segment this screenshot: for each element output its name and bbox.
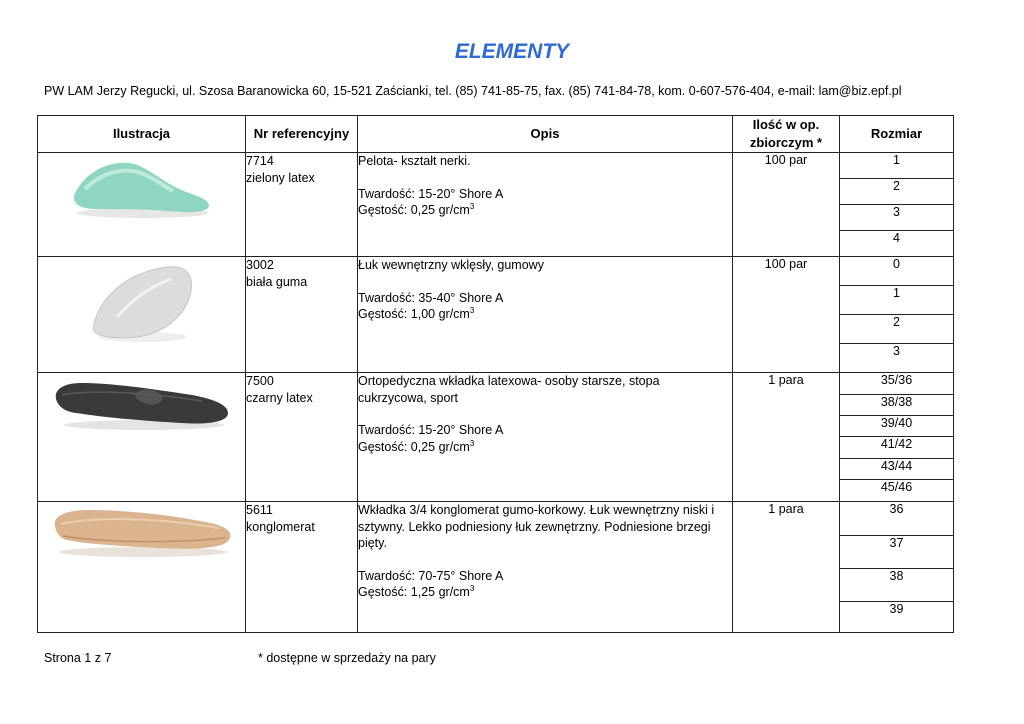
density: Gęstość: 0,25 gr/cm [358,439,470,454]
black-latex-insole-icon [52,373,232,433]
product-description [358,257,733,373]
product-quantity: 100 par [733,153,840,257]
header-size: Rozmiar [840,116,954,153]
size-cell: 37 [840,536,954,569]
description-line: Wkładka 3/4 konglomerat gumo-korkowy. Łuk wewnętrzny niski i [358,503,715,517]
size-cell: 38/38 [840,395,954,416]
product-quantity: 100 par [733,257,840,373]
header-description: Opis [358,116,733,153]
product-material: czarny latex [246,390,313,405]
table-row [38,373,954,395]
density-row [358,584,732,601]
white-rubber-arch-icon [87,257,197,347]
company-info: PW LAM Jerzy Regucki, ul. Szosa Baranowicka 60, 15-521 Zaścianki, tel. (85) 741-85-75, fax. (85) 741-84-78, kom. 0-607-576-404, e-mail: lam@biz.epf.pl [44,84,902,98]
product-material: konglomerat [246,519,315,534]
product-table [37,115,954,633]
size-cell: 2 [840,179,954,205]
density: Gęstość: 1,00 gr/cm [358,307,470,321]
header-quantity-line2: zbiorczym * [749,135,823,150]
product-ref: 5611 [246,503,273,517]
description-line: pięty. [358,536,387,550]
table-row [38,502,954,536]
density-unit-exponent: 3 [469,438,475,448]
table-row [38,153,954,179]
product-description [358,502,733,633]
product-illustration [38,257,246,373]
product-ref-cell [246,257,358,373]
density-unit-exponent: 3 [469,201,475,211]
product-material: biała guma [246,274,308,289]
size-cell: 1 [840,153,954,179]
product-ref: 7714 [246,154,274,168]
product-ref: 7500 [246,374,274,388]
size-cell: 0 [840,257,954,286]
product-ref-cell [246,153,358,257]
size-cell: 45/46 [840,480,954,502]
density: Gęstość: 1,25 gr/cm [358,585,470,599]
hardness: Twardość: 15-20° Shore A [358,186,504,201]
green-latex-pad-icon [67,153,217,223]
size-cell: 3 [840,205,954,231]
hardness: Twardość: 15-20° Shore A [358,423,504,437]
product-description [358,153,733,257]
size-cell: 39/40 [840,416,954,437]
size-cell: 4 [840,231,954,257]
hardness: Twardość: 35-40° Shore A [358,290,504,305]
description-line: Pelota- kształt nerki. [358,154,471,168]
footnote: * dostępne w sprzedaży na pary [258,651,436,665]
description-line: cukrzycowa, sport [358,390,459,405]
density-unit-exponent: 3 [469,583,475,593]
page-title: ELEMENTY [454,40,570,63]
cork-insole-icon [49,502,235,562]
size-cell: 3 [840,344,954,373]
density-row [358,306,732,323]
size-cell: 1 [840,286,954,315]
density-row [358,202,732,219]
table-header-row [38,116,954,153]
header-quantity-line1: Ilość w op. [752,117,820,132]
description-line: sztywny. Lekko podniesiony łuk zewnętrzny. Podniesione brzegi [358,519,711,534]
product-illustration [38,502,246,633]
table-row [38,257,954,286]
header-illustration: Ilustracja [38,116,246,153]
density: Gęstość: 0,25 gr/cm [358,203,470,217]
page-number: Strona 1 z 7 [44,651,112,665]
size-cell: 2 [840,315,954,344]
density-row [358,439,732,456]
size-cell: 39 [840,602,954,633]
product-ref-cell [246,373,358,502]
size-cell: 36 [840,502,954,536]
product-quantity: 1 para [733,373,840,502]
description-line: Ortopedyczna wkładka latexowa- osoby starsze, stopa [358,374,660,388]
size-cell: 41/42 [840,437,954,459]
size-cell: 43/44 [840,459,954,480]
product-quantity: 1 para [733,502,840,633]
header-quantity [733,116,840,153]
density-unit-exponent: 3 [469,305,475,315]
header-ref: Nr referencyjny [246,116,358,153]
size-cell: 38 [840,569,954,602]
product-ref: 3002 [246,258,274,272]
hardness: Twardość: 70-75° Shore A [358,568,504,583]
product-ref-cell [246,502,358,633]
product-description [358,373,733,502]
product-material: zielony latex [246,170,315,185]
product-illustration [38,373,246,502]
size-cell: 35/36 [840,373,954,395]
description-line: Łuk wewnętrzny wklęsły, gumowy [358,258,544,272]
product-illustration [38,153,246,257]
